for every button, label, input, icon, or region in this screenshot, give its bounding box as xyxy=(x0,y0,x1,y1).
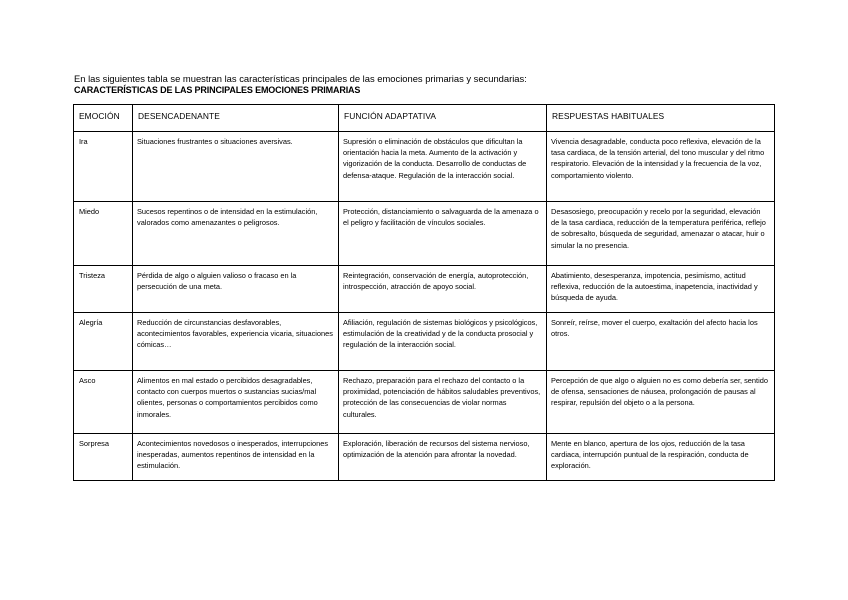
header-responses: RESPUESTAS HABITUALES xyxy=(547,105,775,132)
trigger-cell: Acontecimientos novedosos o inesperados, interrupciones inesperadas, aumentos repentinos de intensidad en la estimulación. xyxy=(133,434,339,481)
function-cell: Protección, distanciamiento o salvaguarda de la amenaza o el peligro y facilitación de vínculos sociales. xyxy=(339,202,547,266)
trigger-cell: Pérdida de algo o alguien valioso o fracaso en la persecución de una meta. xyxy=(133,266,339,313)
table-row xyxy=(74,132,775,202)
emotion-cell: Sorpresa xyxy=(74,434,133,481)
emotion-cell: Asco xyxy=(74,371,133,434)
trigger-cell: Alimentos en mal estado o percibidos desagradables, contacto con cuerpos muertos o sustancias sucias/mal olientes, personas o comportamientos percibidos como inmorales. xyxy=(133,371,339,434)
header-emotion: EMOCIÓN xyxy=(74,105,133,132)
table-heading: CARACTERÍSTICAS DE LAS PRINCIPALES EMOCIONES PRIMARIAS xyxy=(74,85,361,95)
header-function: FUNCIÓN ADAPTATIVA xyxy=(339,105,547,132)
trigger-cell: Sucesos repentinos o de intensidad en la estimulación, valorados como amenazantes o peligrosos. xyxy=(133,202,339,266)
emotion-cell: Ira xyxy=(74,132,133,202)
function-cell: Afiliación, regulación de sistemas biológicos y psicológicos, estimulación de la creatividad y de la conducta prosocial y regulación de la interacción social. xyxy=(339,313,547,371)
responses-cell: Vivencia desagradable, conducta poco reflexiva, elevación de la tasa cardiaca, de la tensión arterial, del tono muscular y del ritmo respiratorio. Elevación de la intensidad y la frecuencia de la voz, comportamiento violento. xyxy=(547,132,775,202)
table-row xyxy=(74,434,775,481)
trigger-cell: Reducción de circunstancias desfavorables, acontecimientos favorables, experiencia vicaria, situaciones cómicas… xyxy=(133,313,339,371)
function-cell: Supresión o eliminación de obstáculos que dificultan la orientación hacia la meta. Aumento de la activación y vigorización de la conducta. Desarrollo de conductas de defensa-ataque. Regulación de la interacción social. xyxy=(339,132,547,202)
responses-cell: Desasosiego, preocupación y recelo por la seguridad, elevación de la tasa cardiaca, reducción de la temperatura periférica, reflejo de sobresalto, búsqueda de seguridad, amenazar o atacar, huir o simular la no presencia. xyxy=(547,202,775,266)
emotion-cell: Miedo xyxy=(74,202,133,266)
responses-cell: Abatimiento, desesperanza, impotencia, pesimismo, actitud reflexiva, reducción de la autoestima, inapetencia, inactividad y búsqueda de ayuda. xyxy=(547,266,775,313)
header-row xyxy=(74,105,775,132)
emotion-cell: Alegría xyxy=(74,313,133,371)
header-trigger: DESENCADENANTE xyxy=(133,105,339,132)
responses-cell: Percepción de que algo o alguien no es como debería ser, sentido de ofensa, sensaciones de náusea, prolongación de pausas al respirar, repulsión del objeto o a la persona. xyxy=(547,371,775,434)
table-row xyxy=(74,202,775,266)
table-row xyxy=(74,313,775,371)
trigger-cell: Situaciones frustrantes o situaciones aversivas. xyxy=(133,132,339,202)
function-cell: Exploración, liberación de recursos del sistema nervioso, optimización de la atención para afrontar la novedad. xyxy=(339,434,547,481)
emotions-table xyxy=(73,104,775,481)
intro-text: En las siguientes tabla se muestran las características principales de las emociones primarias y secundarias: xyxy=(74,73,527,84)
responses-cell: Mente en blanco, apertura de los ojos, reducción de la tasa cardiaca, interrupción puntual de la respiración, conducta de exploración. xyxy=(547,434,775,481)
function-cell: Rechazo, preparación para el rechazo del contacto o la proximidad, potenciación de hábitos saludables preventivos, protección de las consecuencias de violar normas culturales. xyxy=(339,371,547,434)
function-cell: Reintegración, conservación de energía, autoprotección, introspección, atracción de apoyo social. xyxy=(339,266,547,313)
table-row xyxy=(74,266,775,313)
responses-cell: Sonreír, reírse, mover el cuerpo, exaltación del afecto hacia los otros. xyxy=(547,313,775,371)
emotion-cell: Tristeza xyxy=(74,266,133,313)
table-row xyxy=(74,371,775,434)
